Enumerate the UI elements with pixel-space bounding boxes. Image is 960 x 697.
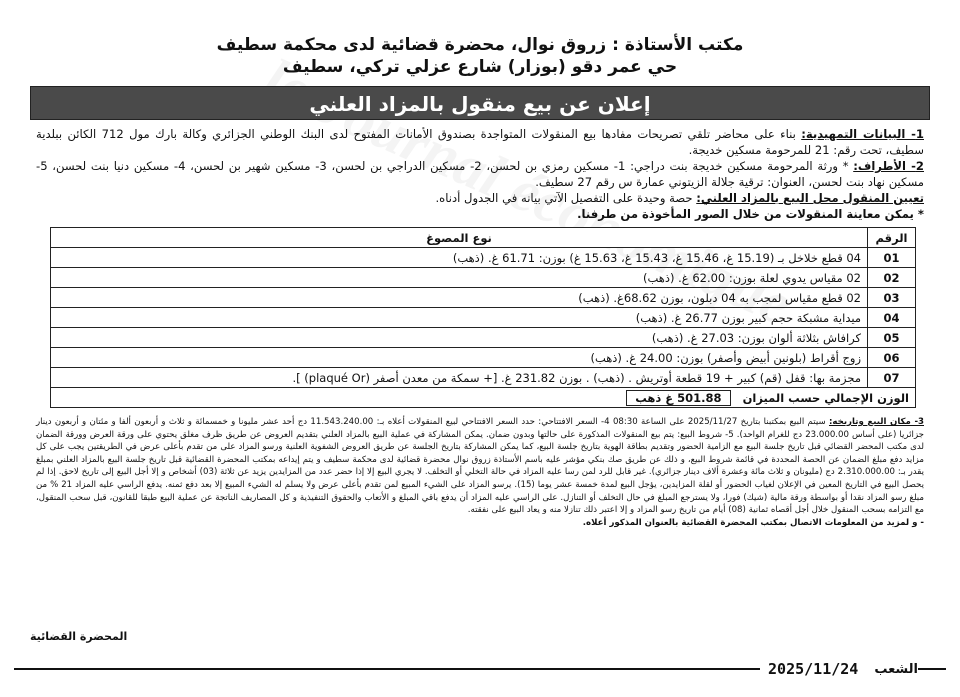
signature: المحضرة القضائية [30,630,128,643]
more-info-note: - و لمزيد من المعلومات الاتصال بمكتب المحضرة القضائية بالعنوان المذكور أعلاه. [582,517,924,528]
sale-terms-section [14,410,946,529]
office-name: مكتب الأستاذة : زروق نوال، محضرة قضائية لدى محكمة سطيف [216,35,744,55]
newspaper-name: الشعب [874,661,918,677]
publication-date: 2025/11/24 [768,660,859,678]
parties-text: * ورثة المرحومة مسكين خديجة بنت دراجي: 1- مسكين رمزي بن لحسن، 2- مسكين الدراجي بن لحسن، 3- مسكين شهير بن لحسن، 4- مسكين دنيا بنت لحسن، 5- مسكين نهاد بنت لحسن، العنوان: ترقية جلالة الزيتوني عمارة س رقم 27 سطيف. [36,159,924,189]
sale-terms-text: سيتم البيع بمكتبنا بتاريخ 2025/11/27 على الساعة 08:30 4- السعر الافتتاحي: حدد السعر الافتتاحي لبيع المنقولات أعلاه بـ: 11.543.240.00 دج أحد عشر مليونا و خمسمائة و ثلاث و أربعون ألفا و مئتان و أربعون دينار جزائريا (على أساس 23.000.00 دج للغرام الواحد). 5- شروط البيع: يتم بيع المنقولات المذكورة على حالتها وبدون ضمان. يمكن المشاركة في عملية البيع بالمزاد العلني بتقديم العروض عن طريق ظرف مغلق يحتوي على ورقة العرض وورقة الضمان لدى مكتب المحضر القضائي قبل تاريخ جلسة البيع مع الزامية الحضور وتقديم بطاقة الهوية بتاريخ جلسة البيع، كما يمكن المشاركة بتاريخ الجلسة عن طريق العروض الشفوية العلنية ورسو المزاد على من تقدم بأعلى عرض في الطريقتين يجب على كل مزايد دفع مبلغ الضمان عن الحصة المحددة في قائمة شروط البيع، و ذلك عن طريق صك بنكي مؤشر عليه باسم الأستاذة زروق نوال محضرة قضائية لدى محكمة سطيف و يتم إيداعه بمكتب المحضرة القضائية قبل تاريخ جلسة البيع بالمزاد العلني بمبلغ يقدر بـ: 2.310.000.00 دج (مليونان و ثلاث مائة وعشرة ألاف دينار جزائري). غير قابل للرد لمن رسا عليه المزاد في حالة التخلي أو التخلف. لا يجري البيع إلا إذا حضر عدد من المزايدين يزيد عن ثلاثة (03) أشخاص و إلا أجل البيع إلى تاريخ لاحق. إذا لم يحصل البيع في التاريخ المعين في الإعلان لغياب الحضور أو لقلة المزايدين، يؤجل البيع لمدة خمسة عشر يوما (15). يرسو المزاد على الشيء المبيع لمن تقدم بأعلى عرض ولا يسلم له الشيء المبيع إلا بعد دفع ثمنه. يدفع الراسي عليه المزاد 21 % من مبلغ رسو المزاد نقدا أو بواسطة ورقة مالية (شيك) فورا، ولا يسترجع المبلغ في حال التخلف أو التنازل. على الراسي عليه المزاد أن يدفع باقي المبلغ و الأتعاب والحقوق التنفيذية و كل المصاريف الناتجة عن عملية البيع طبقا للقانون، قبل سحب المنقول، مع التزامه بسحب المنقول خلال أجل أقصاه ثمانية (08) أيام من تاريخ رسو المزاد و إلا اعتبر ذلك تنازلا منه و يعاد البيع على نفقته. [36,417,924,516]
row-desc: 02 قطع مقياس لمجب به 04 دبلون، بوزن 68.62غ. (ذهب) [51,288,868,308]
total-value: 501.88 غ ذهب [626,390,730,406]
row-num: 01 [868,248,916,268]
sale-terms-paragraph [36,416,924,517]
row-num: 07 [868,368,916,388]
row-num: 05 [868,328,916,348]
table-row [51,328,916,348]
table-row [51,268,916,288]
movables-text: حصة وحيدة على التفصيل الآتي بيانه في الجدول أدناه. [435,191,697,205]
total-label: الوزن الإجمالي حسب الميزان [742,390,909,405]
footer [14,658,946,680]
row-desc: زوج أقراط (بلونين أبيض وأصفر) بوزن: 24.00 غ. (ذهب) [51,348,868,368]
announcement-title: إعلان عن بيع منقول بالمزاد العلني [30,86,930,120]
movables-label: تعيين المنقول محل البيع بالمزاد العلني: [696,191,924,205]
table-row [51,348,916,368]
items-table [50,227,916,408]
table-row [51,308,916,328]
row-desc: ميداية مشبكة حجم كبير بوزن 26.77 غ. (ذهب) [51,308,868,328]
inspect-note: * يمكن معاينة المنقولات من خلال الصور المأخوذة من طرفنا. [577,207,924,221]
col-type-header: نوع المصوغ [51,228,868,248]
announcement-body [14,120,946,222]
table-row [51,248,916,268]
row-desc: 02 مقياس يدوي لعلة بوزن: 62.00 غ. (ذهب) [51,268,868,288]
total-cell [51,388,916,408]
parties-label: 2- الأطراف: [853,159,924,173]
col-num-header: الرقم [868,228,916,248]
announcement-page [14,12,946,687]
row-desc: 04 قطع خلاخل بـ (15.19 غ، 15.46 غ، 15.43 غ، 15.63 غ) بوزن: 61.71 غ. (ذهب) [51,248,868,268]
row-num: 03 [868,288,916,308]
row-num: 02 [868,268,916,288]
table-row [51,368,916,388]
footer-rule-right [918,668,946,670]
row-num: 04 [868,308,916,328]
parties-paragraph [36,158,924,190]
total-row [51,388,916,408]
office-address: حي عمر دقو (بوزار) شارع عزلي تركي، سطيف [282,57,678,77]
intro-text: بناء على محاضر تلقي تصريحات مفادها بيع المنقولات المتواجدة بصندوق الأمانات المفتوح لدى البنك الوطني الجزائري وكالة بارك مول 712 الكائن ببلدية سطيف، تحت رقم: 21 للمرحومة مسكين خديجة. [36,127,924,157]
table-header-row [51,228,916,248]
row-num: 06 [868,348,916,368]
footer-rule-left [14,668,760,670]
intro-label: 1- البيانات التمهيدية: [801,127,924,141]
intro-paragraph [36,126,924,158]
row-desc: مجزمة بها: قفل (قم) كبير + 19 قطعة أوتريش . (ذهب) . بوزن 231.82 غ. [+ سمكة من معدن أصفر (plaqué Or) ]. [51,368,868,388]
movables-paragraph [36,190,924,206]
sale-terms-label: 3- مكان البيع وتاريخه: [828,417,924,427]
table-row [51,288,916,308]
row-desc: كرافاش بثلاثة ألوان بوزن: 27.03 غ. (ذهب) [51,328,868,348]
